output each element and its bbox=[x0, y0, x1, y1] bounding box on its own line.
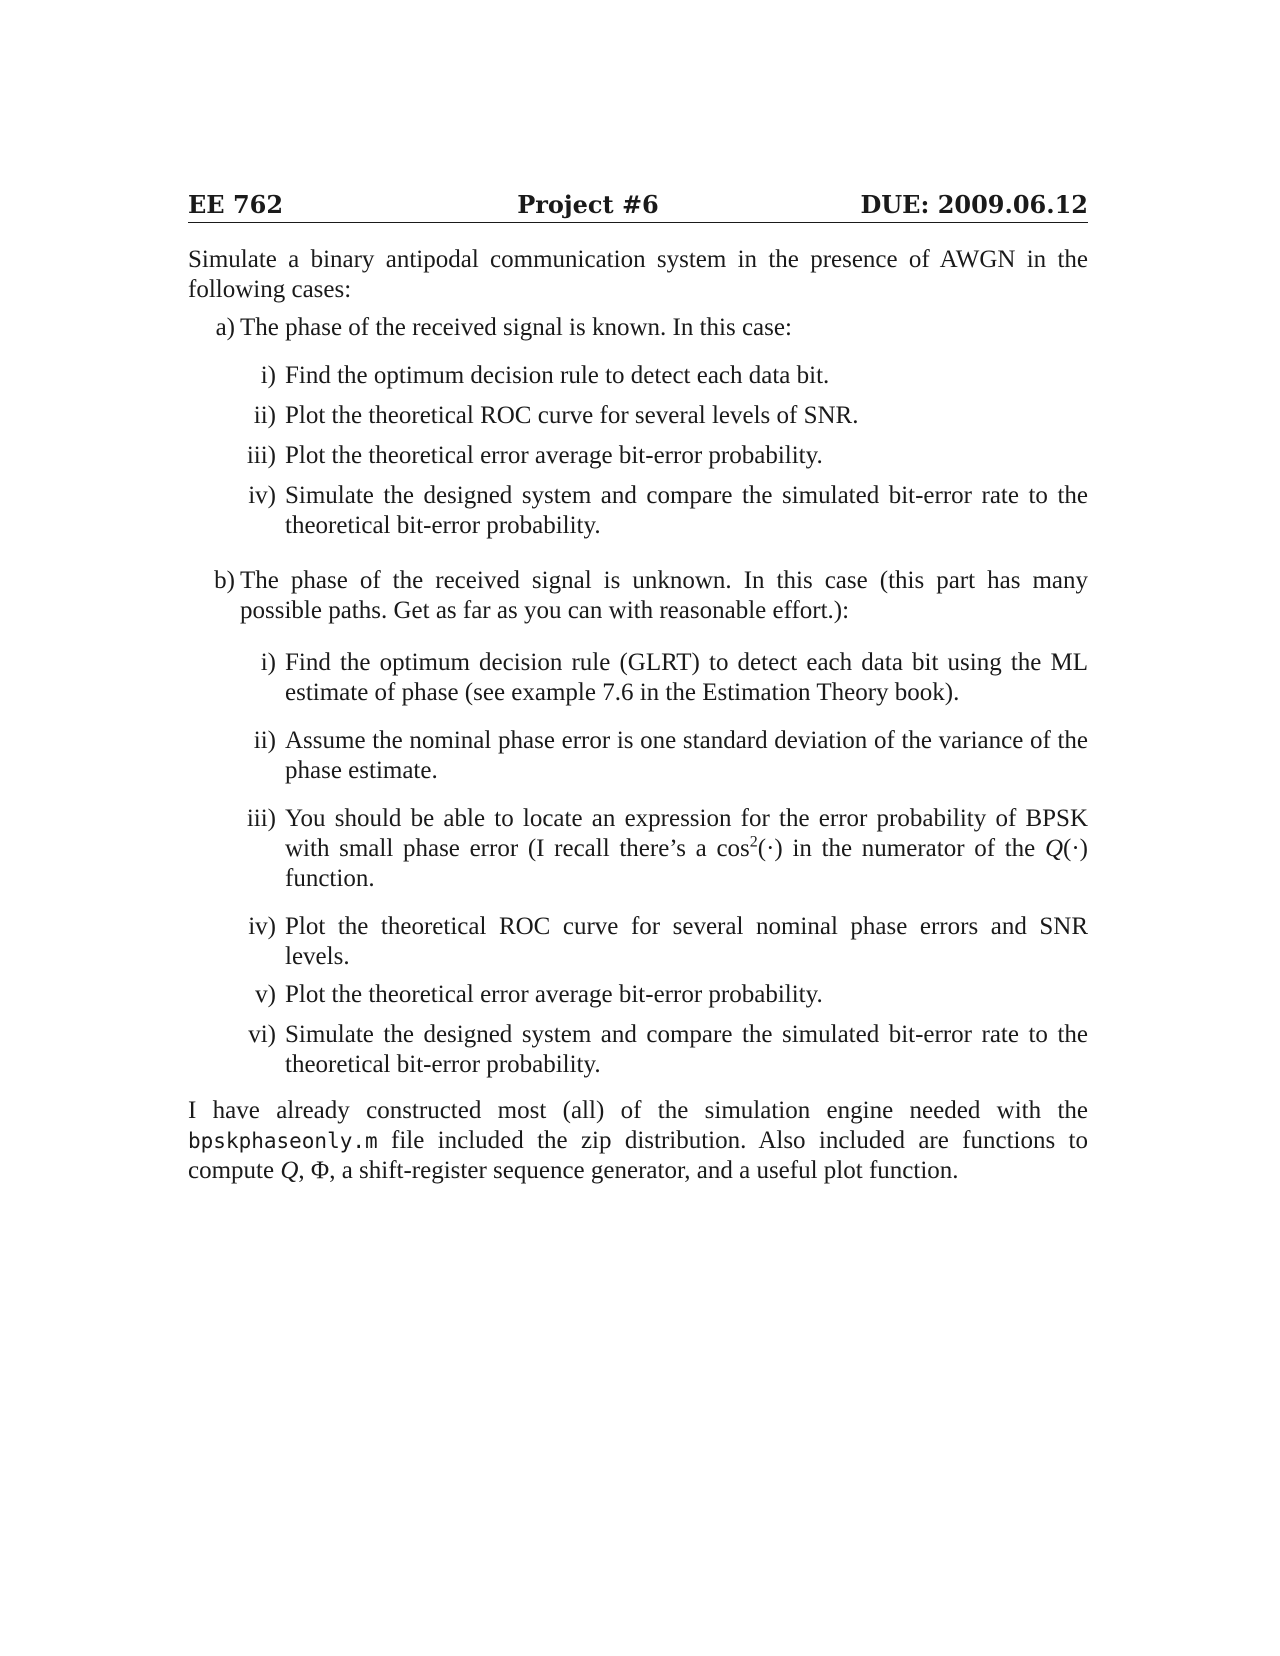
q-symbol: Q bbox=[280, 1157, 299, 1184]
course-code: EE 762 bbox=[188, 190, 284, 219]
phi-symbol: Φ bbox=[310, 1157, 330, 1184]
part-b-label: b) bbox=[214, 567, 235, 594]
item-text: Plot the theoretical error average bit-error probability. bbox=[285, 981, 823, 1008]
item-text-part: (·) in the numerator of the bbox=[757, 835, 1045, 862]
item-text-part: You should be able to locate an expression for the error probability of BPSK with small phase error (I recall there’s a cos bbox=[285, 805, 1088, 862]
closing-text: I have already constructed most (all) of the simulation engine needed with the bbox=[188, 1097, 1088, 1124]
intro-paragraph: Simulate a binary antipodal communication system in the presence of AWGN in the following cases: bbox=[188, 246, 1088, 303]
closing-paragraph bbox=[188, 1096, 1088, 1186]
part-a-text: The phase of the received signal is known. In this case: bbox=[240, 314, 792, 341]
item-text bbox=[285, 804, 1088, 894]
page-header bbox=[188, 186, 1088, 223]
item-label: ii) bbox=[253, 402, 276, 429]
item-text: Plot the theoretical error average bit-error probability. bbox=[285, 442, 823, 469]
item-label: i) bbox=[260, 649, 276, 676]
q-symbol: Q bbox=[1044, 835, 1064, 862]
item-label: iii) bbox=[246, 805, 276, 832]
project-title: Project #6 bbox=[517, 190, 659, 219]
part-a-label: a) bbox=[215, 314, 235, 341]
item-text: Plot the theoretical ROC curve for several levels of SNR. bbox=[285, 402, 859, 429]
item-label: vi) bbox=[248, 1021, 276, 1048]
closing-text: file included the zip distribution. Also included are functions to compute bbox=[188, 1127, 1088, 1184]
item-text: Assume the nominal phase error is one standard deviation of the variance of the phase estimate. bbox=[285, 727, 1088, 784]
item-text: Plot the theoretical ROC curve for several nominal phase errors and SNR levels. bbox=[285, 913, 1088, 970]
item-label: i) bbox=[260, 362, 276, 389]
item-label: ii) bbox=[253, 727, 276, 754]
item-label: iv) bbox=[248, 913, 276, 940]
separator: , bbox=[298, 1157, 311, 1184]
part-b-text: The phase of the received signal is unknown. In this case (this part has many possible paths. Get as far as you can with reasonable effort.): bbox=[240, 567, 1088, 624]
item-label: iv) bbox=[248, 482, 276, 509]
item-text: Simulate the designed system and compare the simulated bit-error rate to the theoretical bit-error probability. bbox=[285, 1021, 1088, 1078]
item-text: Find the optimum decision rule (GLRT) to detect each data bit using the ML estimate of phase (see example 7.6 in the Estimation Theory book). bbox=[285, 649, 1088, 706]
filename: bpskphaseonly.m bbox=[188, 1129, 378, 1153]
item-label: iii) bbox=[246, 442, 276, 469]
superscript: 2 bbox=[749, 833, 758, 851]
closing-text: , a shift-register sequence generator, and a useful plot function. bbox=[329, 1157, 959, 1184]
item-label: v) bbox=[255, 981, 276, 1008]
item-text: Simulate the designed system and compare the simulated bit-error rate to the theoretical bit-error probability. bbox=[285, 482, 1088, 539]
item-text: Find the optimum decision rule to detect each data bit. bbox=[285, 362, 830, 389]
due-date: DUE: 2009.06.12 bbox=[860, 190, 1088, 219]
item-text-part: (·) function. bbox=[285, 835, 1088, 892]
